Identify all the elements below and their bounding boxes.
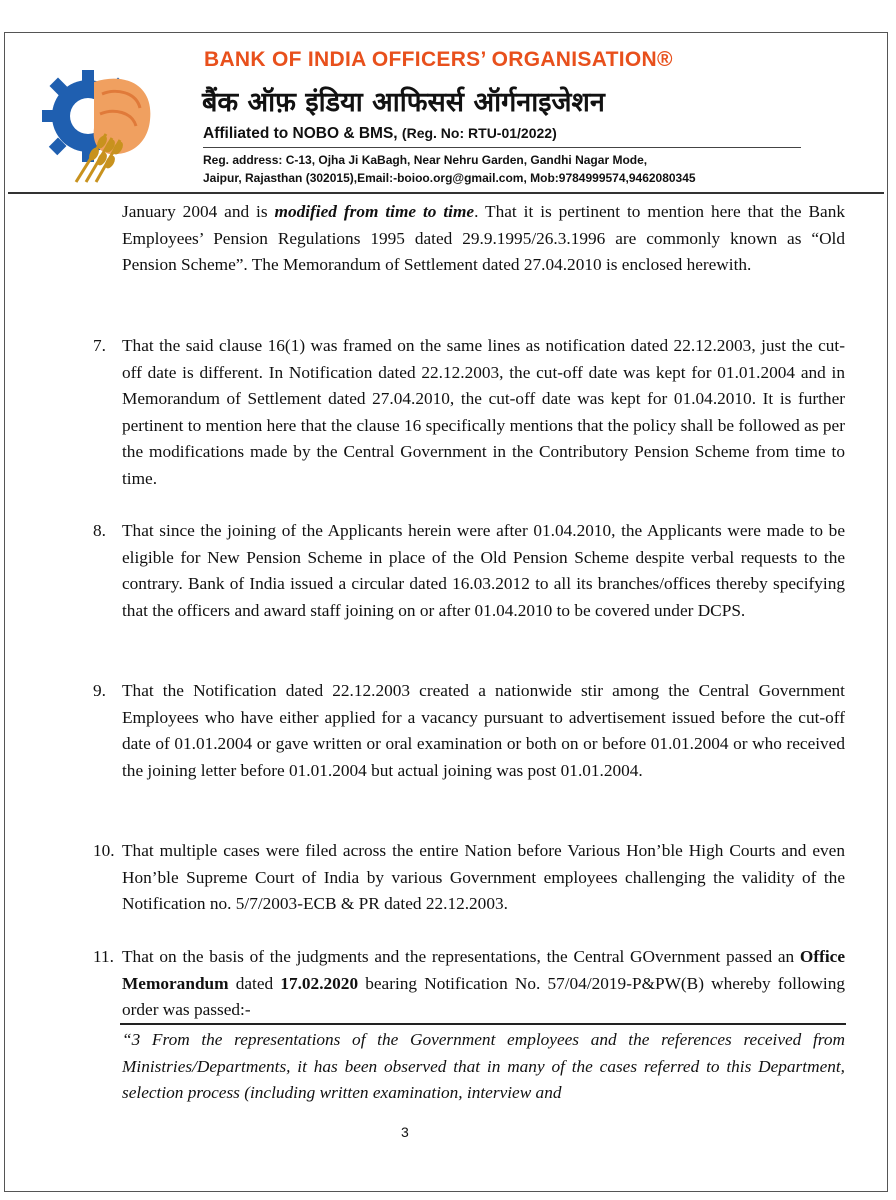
address-line-2: Jaipur, Rajasthan (302015),Email:-boioo.org@gmail.com, Mob:9784999574,9462080345 <box>203 171 696 185</box>
affiliation-text: Affiliated to NOBO & BMS, <box>203 125 398 142</box>
paragraph-10: That multiple cases were filed across the entire Nation before Various Hon’ble High Courts and even Hon’ble Supreme Court of India by various Government employees challenging the validity of the Notification no. 5/7/2003-ECB & PR dated 22.12.2003. <box>122 841 845 913</box>
address-block <box>203 151 696 187</box>
registration-number: (Reg. No: RTU-01/2022) <box>401 125 557 141</box>
intro-emphasis: modified from time to time <box>274 202 475 221</box>
para11-bold-1: Office Memorandum <box>122 947 845 993</box>
para11-text-2: dated <box>228 973 281 993</box>
paragraph-number-9: 9. <box>93 681 106 700</box>
affiliation-line <box>203 125 557 143</box>
organisation-name-hindi: बैंक ऑफ़ इंडिया आफिसर्स ऑर्गनाइजेशन <box>202 87 605 118</box>
header-divider <box>203 147 801 148</box>
page-number: 3 <box>401 1124 409 1140</box>
paragraph-9: That the Notification dated 22.12.2003 created a nationwide stir among the Central Government Employees who have either applied for a vacancy pursuant to advertisement issued before the cut-off date of 01.01.2004 or gave written or oral examination or both on or before 01.01.2004 or who received the joining letter before 01.01.2004 but actual joining was post 01.01.2004. <box>122 681 845 780</box>
paragraph-8: That since the joining of the Applicants herein were after 01.04.2010, the Applicants were made to be eligible for New Pension Scheme in place of the Old Pension Scheme despite verbal requests to the contrary. Bank of India issued a circular dated 16.03.2012 to all its branches/offices thereby specifying that the officers and award staff joining on or after 01.04.2010 to be covered under DCPS. <box>122 521 845 620</box>
paragraph-11 <box>122 944 845 1024</box>
paragraph-7: That the said clause 16(1) was framed on the same lines as notification dated 22.12.2003, just the cut-off date is different. In Notification dated 22.12.2003, the cut-off date was kept for 01.01.2004 and in Memorandum of Settlement dated 27.04.2010, the cut-off date was kept for 01.04.2010. It is further pertinent to mention here that the clause 16 specifically mentions that the policy shall be followed as per the modifications made by the Central Government in the Contributory Pension Scheme from time to time. <box>122 336 845 488</box>
paragraph-number-11: 11. <box>93 947 114 966</box>
paragraph-number-8: 8. <box>93 521 106 540</box>
intro-text-1: January 2004 and is <box>122 202 275 221</box>
letterhead-bottom-rule <box>8 192 884 194</box>
para11-text-3: bearing Notification No. 57/04/2019-P&PW(B) whereby following order was passed:- <box>122 973 845 1019</box>
organisation-logo-icon <box>36 64 166 186</box>
paragraph-number-10: 10. <box>93 841 115 860</box>
quote-divider <box>120 1023 846 1025</box>
quoted-order: “3 From the representations of the Government employees and the references received from Ministries/Departments, it has been observed that in many of the cases referred to this Department, selection process (including written examination, interview and <box>122 1030 845 1102</box>
intro-text-2: . That it is pertinent to mention here that the Bank Employees’ Pension Regulations 1995 dated 29.9.1995/26.3.1996 are commonly known as “Old Pension Scheme”. The Memorandum of Settlement dated 27.04.2010 is enclosed herewith. <box>122 202 846 274</box>
organisation-name-english: BANK OF INDIA OFFICERS’ ORGANISATION® <box>204 48 673 71</box>
para11-bold-2: 17.02.2020 <box>280 973 359 993</box>
intro-paragraph <box>122 199 845 279</box>
paragraph-number-7: 7. <box>93 336 106 355</box>
letterhead <box>0 0 896 200</box>
para11-text-1: That on the basis of the judgments and the representations, the Central GOvernment passed an <box>122 947 800 966</box>
address-line-1: Reg. address: C-13, Ojha Ji KaBagh, Near Nehru Garden, Gandhi Nagar Mode, <box>203 153 648 167</box>
